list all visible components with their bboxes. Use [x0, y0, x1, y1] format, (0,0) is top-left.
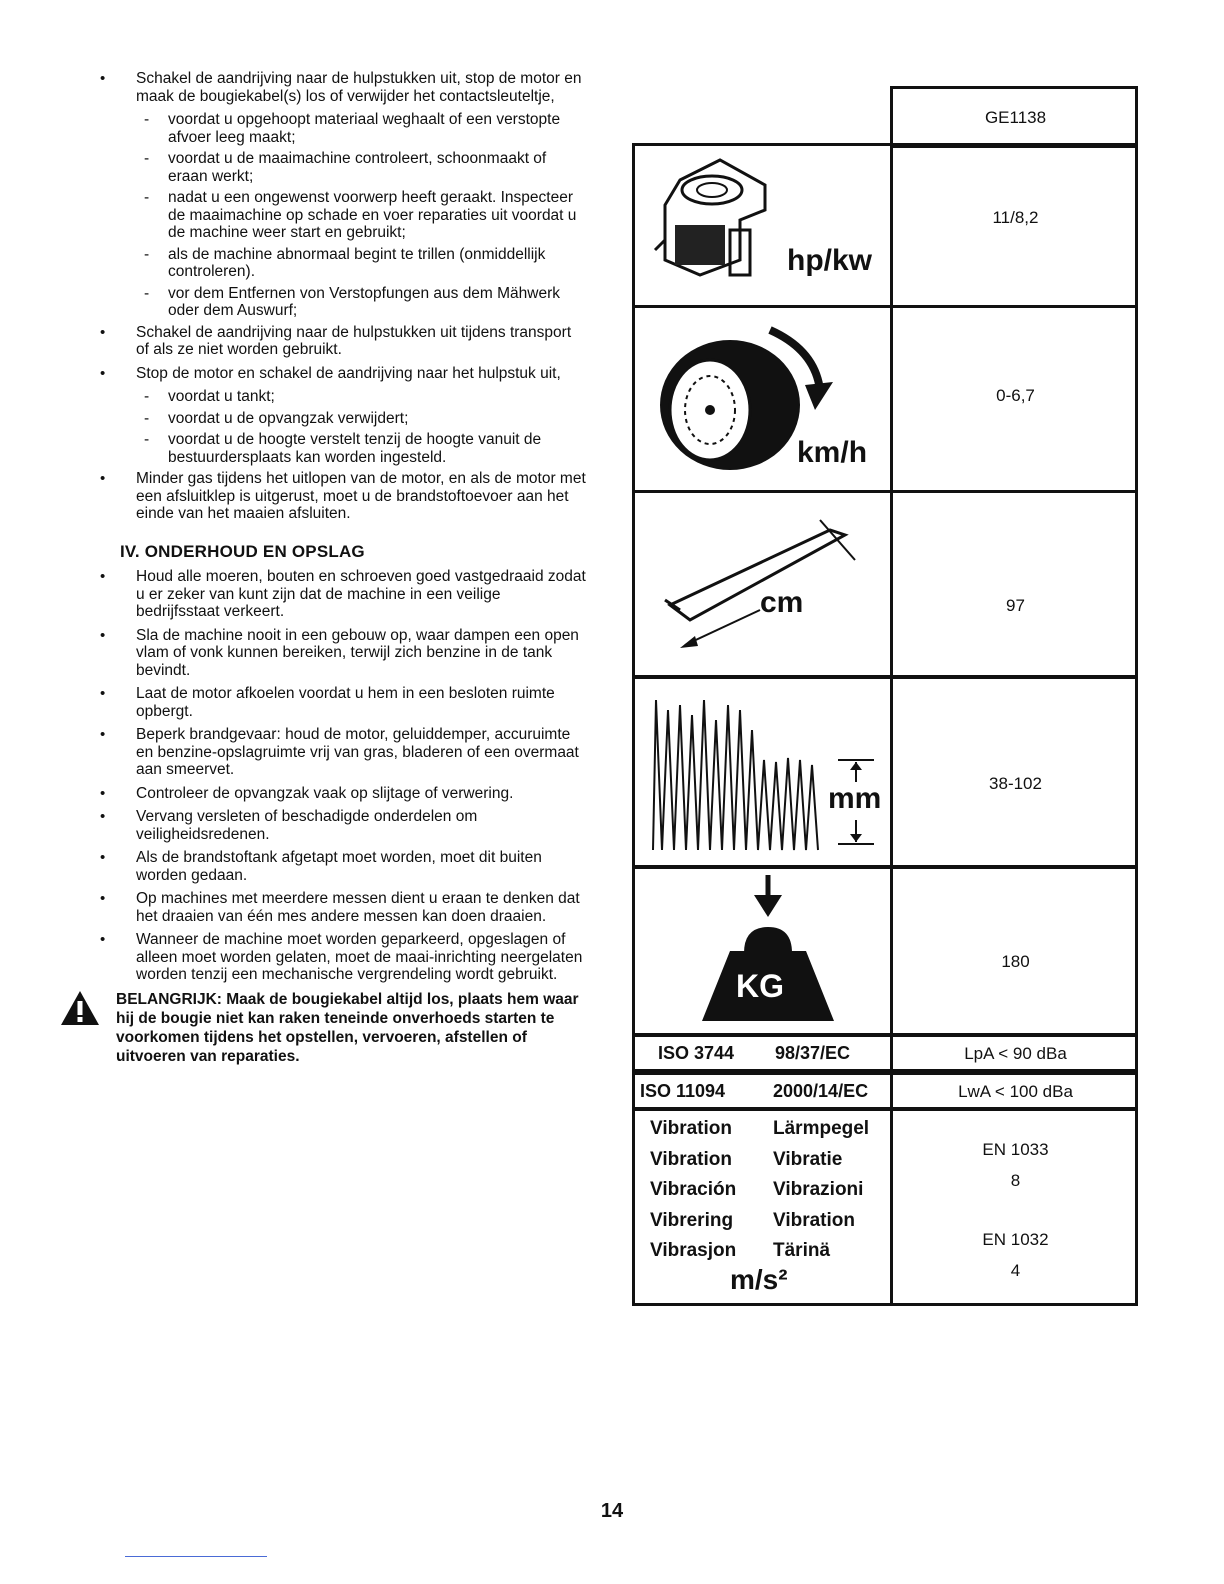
sub-item: - vor dem Entfernen von Verstopfungen aus dem Mähwerk oder dem Auswurf; — [96, 285, 586, 320]
vibration-labels-right: Lärmpegel Vibratie Vibrazioni Vibration Tärinä — [773, 1118, 870, 1261]
footer-rule — [125, 1556, 267, 1557]
weight-value: 180 — [1001, 952, 1030, 971]
warning-triangle-icon — [60, 990, 100, 1026]
speed-value: 0-6,7 — [996, 386, 1035, 405]
iso2-value: LwA < 100 dBa — [958, 1082, 1073, 1101]
sub-item: - nadat u een ongewenst voorwerp heeft geraakt. Inspecteer de maaimachine op schade en voer reparaties uit voordat u de machine weer start en gebruikt; — [96, 189, 586, 242]
bullet-maintenance: • Sla de machine nooit in een gebouw op, waar dampen een open vlam of vonk kunnen bereiken, terwijl zich benzine in de tank bevindt. — [96, 627, 586, 680]
power-unit: hp/kw — [787, 244, 873, 277]
model-number: GE1138 — [984, 108, 1047, 127]
sub-item: - voordat u tankt; — [96, 388, 586, 406]
vibration-labels-left: Vibration Vibration Vibración Vibrering Vibrasjon — [650, 1118, 737, 1261]
sub-item: - voordat u de maaimachine controleert, schoonmaakt of eraan werkt; — [96, 150, 586, 185]
vibration-val1: 8 — [1010, 1171, 1021, 1190]
iso1-standard: ISO 3744 — [658, 1043, 735, 1063]
blade-icon — [660, 510, 870, 660]
cut-height-unit: mm — [828, 782, 882, 815]
vibration-unit: m/s² — [730, 1264, 788, 1295]
iso1-directive: 98/37/EC — [775, 1043, 851, 1063]
sub-item: - voordat u de hoogte verstelt tenzij de hoogte vanuit de bestuurdersplaats kan worden ingesteld. — [96, 431, 586, 466]
bullet-throttle: • Minder gas tijdens het uitlopen van de motor, en als de motor met een afsluitklep is uitgerust, moet u de brandstoftoevoer aan het einde van het maaien afsluiten. — [96, 470, 586, 523]
bullet-stop-motor: • Stop de motor en schakel de aandrijving naar het hulpstuk uit, — [96, 365, 586, 383]
bullet-maintenance: • Beperk brandgevaar: houd de motor, geluiddemper, accuruimte en benzine-opslagruimte vrij van gras, bladeren of een overmaat aan smeervet. — [96, 726, 586, 779]
bullet-maintenance: • Wanneer de machine moet worden geparkeerd, opgeslagen of alleen moet worden gelaten, moet de maai-inrichting neergelaten worden tenzij een mechanische vergrendeling wordt gebruikt. — [96, 931, 586, 984]
page-number: 14 — [600, 1500, 624, 1522]
bullet-maintenance: • Laat de motor afkoelen voordat u hem in een besloten ruimte opbergt. — [96, 685, 586, 720]
sub-item: - als de machine abnormaal begint te trillen (onmiddellijk controleren). — [96, 246, 586, 281]
bullet-maintenance: • Vervang versleten of beschadigde onderdelen om veiligheidsredenen. — [96, 808, 586, 843]
bullet-maintenance: • Houd alle moeren, bouten en schroeven goed vastgedraaid zodat u er zeker van kunt zijn dat de machine in een veilige bedrijfsstaat verkeert. — [96, 568, 586, 621]
height-value-cell — [890, 676, 1138, 868]
iso2-standard: ISO 11094 — [640, 1081, 726, 1101]
cut-width-unit: cm — [760, 586, 804, 619]
sub-item: - voordat u opgehoopt materiaal weghaalt of een verstopte afvoer leeg maakt; — [96, 111, 586, 146]
warning-block — [96, 990, 586, 1066]
iso2-directive: 2000/14/EC — [773, 1081, 869, 1101]
power-value: 11/8,2 — [992, 208, 1039, 227]
cut-width-value: 97 — [1006, 596, 1025, 615]
speed-unit: km/h — [797, 436, 868, 469]
iso1-value: LpA < 90 dBa — [964, 1044, 1067, 1063]
section-heading: IV. ONDERHOUD EN OPSLAG — [120, 541, 365, 561]
grass-icon — [648, 690, 828, 855]
bullet-maintenance: • Controleer de opvangzak vaak op slijtage of verwering. — [96, 785, 586, 803]
engine-icon — [650, 150, 780, 290]
bullet-maintenance: • Op machines met meerdere messen dient u eraan te denken dat het draaien van één mes andere messen kan doen draaien. — [96, 890, 586, 925]
warning-text: BELANGRIJK: Maak de bougiekabel altijd los, plaats hem waar hij de bougie niet kan raken teneinde onverhoeds starten te voorkomen tijdens het opstellen, vervoeren, afstellen of uitvoeren van reparaties. — [116, 990, 579, 1065]
vibration-std2: EN 1032 — [982, 1230, 1049, 1249]
vibration-val2: 4 — [1010, 1261, 1021, 1280]
cut-height-value: 38-102 — [989, 774, 1042, 793]
bullet-transport: • Schakel de aandrijving naar de hulpstukken uit tijdens transport of als ze niet worden gebruikt. — [96, 324, 586, 359]
vibration-std1: EN 1033 — [982, 1140, 1049, 1159]
bullet-disengage: • Schakel de aandrijving naar de hulpstukken uit, stop de motor en maak de bougiekabel(s) los of verwijder het contactsleuteltje, — [96, 70, 586, 105]
blade-value-cell — [890, 490, 1138, 678]
weight-unit: KG — [736, 968, 784, 1004]
bullet-maintenance: • Als de brandstoftank afgetapt moet worden, moet dit buiten worden gedaan. — [96, 849, 586, 884]
safety-text-column — [96, 70, 586, 1066]
sub-item: - voordat u de opvangzak verwijdert; — [96, 410, 586, 428]
weight-value-cell — [890, 866, 1138, 1036]
